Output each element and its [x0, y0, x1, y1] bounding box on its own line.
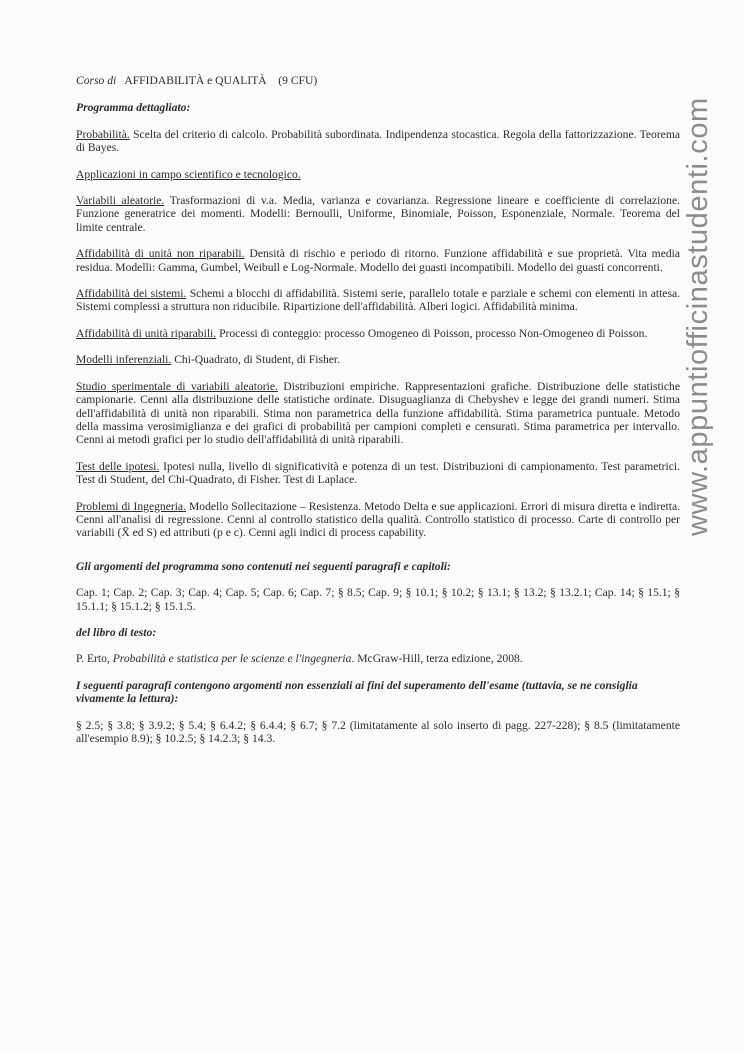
section-text: Trasformazioni di v.a. Media, varianza e covarianza. Regressione lineare e coefficiente di correlazione. Funzione generatrice dei momenti. Modelli: Bernoulli, Uniforme, Binomiale, Poisson, Esponenziale, Normale. Teorema del limite centrale. — [76, 194, 680, 234]
course-prefix: Corso di — [76, 74, 117, 87]
course-credits: (9 CFU) — [278, 74, 318, 87]
section-title: Studio sperimentale di variabili aleatorie. — [76, 379, 278, 393]
watermark — [682, 97, 722, 536]
textbook-reference — [76, 652, 680, 665]
section-problemi-ingegneria — [76, 500, 680, 540]
textbook-author: P. Erto, — [76, 652, 113, 666]
section-variabili-aleatorie — [76, 194, 680, 234]
course-name: AFFIDABILITÀ e QUALITÀ — [124, 74, 267, 87]
arguments-note: Gli argomenti del programma sono contenuti nei seguenti paragrafi e capitoli: — [76, 559, 451, 573]
section-text: Ipotesi nulla, livello di significatività e potenza di un test. Distribuzioni di campionamento. Test parametrici. Test di Student, del Chi-Quadrato, di Fisher. Test di Laplace. — [76, 459, 680, 487]
section-modelli-inferenziali — [76, 353, 680, 366]
section-title: Probabilità. — [76, 127, 130, 141]
section-probabilita — [76, 128, 680, 155]
section-text: Distribuzioni empiriche. Rappresentazioni grafiche. Distribuzione delle statistiche campionarie. Cenni alla distribuzione delle statistiche ordinate. Disuguaglianza di Chebyshev e legge dei grandi numeri. Stima dell'affidabilità di unità non riparabili. Stima non parametrica della funzione affidabilità. Stima parametrica puntuale. Metodo della massima verosimiglianza e dei grafici di probabilità per campioni completi e censurati. Stima parametrica per intervallo. Cenni ai metodi grafici per lo studio dell'affidabilità di unità riparabili. — [76, 379, 680, 447]
optional-note: I seguenti paragrafi contengono argomenti non essenziali ai fini del superamento dell'esame (tuttavia, se ne consiglia vivamente la lettura): — [76, 678, 638, 706]
textbook-details: . McGraw-Hill, terza edizione, 2008. — [351, 652, 523, 666]
section-title: Modelli inferenziali. — [76, 353, 172, 367]
section-title: Affidabilità dei sistemi. — [76, 287, 187, 301]
section-text: Modello Sollecitazione – Resistenza. Metodo Delta e sue applicazioni. Errori di misura diretta e indiretta. Cenni all'analisi di regressione. Cenni al controllo statistico della qualità. Controllo statistico di processo. Carte di controllo per variabili (X̄ ed S) ed attributi (p e c). Cenni agli indici di process capability. — [76, 499, 680, 540]
section-test-ipotesi — [76, 460, 680, 487]
watermark-text: www.appuntiofficinastudenti.com — [682, 97, 714, 536]
section-unita-riparabili — [76, 327, 680, 340]
optional-sections-list: § 2.5; § 3.8; § 3.9.2; § 5.4; § 6.4.2; § 6.4.4; § 6.7; § 7.2 (limitatamente al solo inserto di pagg. 227-228); § 8.5 (limitatamente all'esempio 8.9); § 10.2.5; § 14.2.3; § 14.3. — [76, 718, 680, 745]
section-applicazioni — [76, 168, 680, 181]
program-title: Programma dettagliato: — [76, 101, 191, 115]
section-text: Densità di rischio e periodo di ritorno. Funzione affidabilità e sue proprietà. Vita media residua. Modelli: Gamma, Gumbel, Weibull e Log-Normale. Modello dei guasti incompatibili. Modello dei guasti concorrenti. — [76, 247, 680, 274]
textbook-label: del libro di testo: — [76, 625, 157, 639]
section-title: Affidabilità di unità non riparabili. — [76, 247, 245, 261]
section-unita-non-riparabili — [76, 247, 680, 274]
section-title: Test delle ipotesi. — [76, 459, 160, 473]
textbook-title: Probabilità e statistica per le scienze e l'ingegneria — [112, 652, 352, 666]
section-text: Schemi a blocchi di affidabilità. Sistemi serie, parallelo totale e parziale e schemi con elementi in attesa. Sistemi complessi a struttura non riducibile. Ripartizione dell'affidabilità. Alberi logici. Affidabilità minima. — [76, 287, 680, 314]
section-title: Problemi di Ingegneria. — [76, 499, 186, 513]
section-text: Scelta del criterio di calcolo. Probabilità subordinata. Indipendenza stocastica. Regola della fattorizzazione. Teorema di Bayes. — [76, 127, 680, 155]
course-heading — [76, 74, 680, 87]
section-affidabilita-sistemi — [76, 287, 680, 314]
section-text: Chi-Quadrato, di Student, di Fisher. — [171, 353, 341, 367]
section-studio-sperimentale — [76, 380, 680, 447]
section-title: Variabili aleatorie. — [76, 194, 165, 208]
section-title: Applicazioni in campo scientifico e tecnologico. — [76, 167, 301, 181]
document-body — [76, 74, 680, 758]
section-text: Processi di conteggio: processo Omogeneo di Poisson, processo Non-Omogeneo di Poisson. — [216, 326, 648, 340]
section-title: Affidabilità di unità riparabili. — [76, 326, 217, 340]
chapters-list: Cap. 1; Cap. 2; Cap. 3; Cap. 4; Cap. 5; Cap. 6; Cap. 7; § 8.5; Cap. 9; § 10.1; § 10.2; § 13.1; § 13.2; § 13.2.1; Cap. 14; § 15.1; § 15.1.1; § 15.1.2; § 15.1.5. — [76, 586, 680, 613]
